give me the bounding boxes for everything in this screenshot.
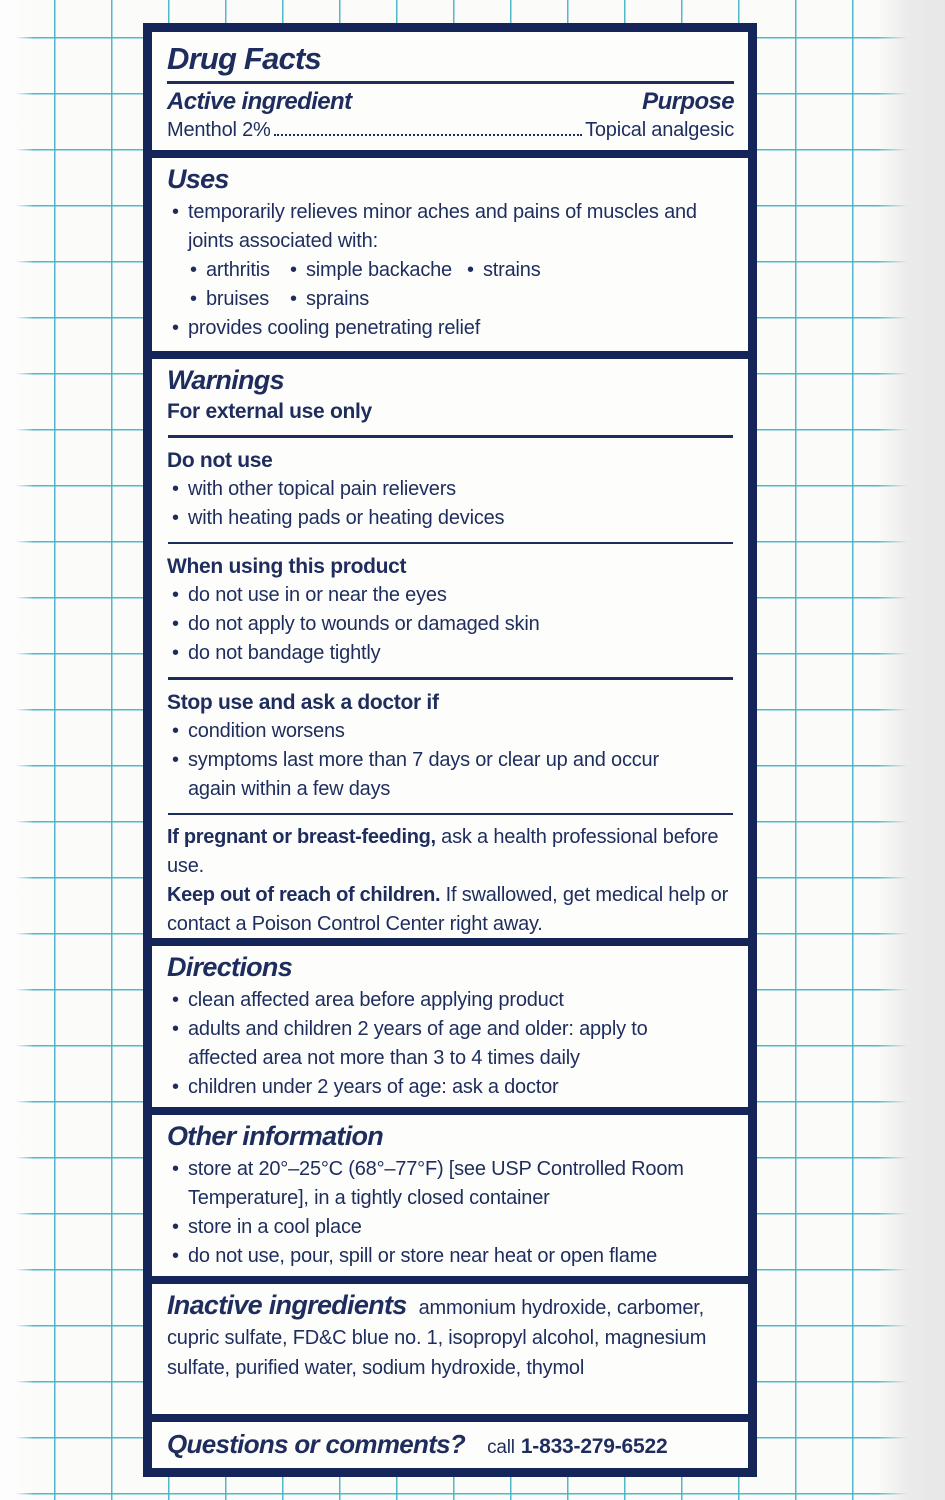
- ingredient-row: [167, 117, 734, 144]
- section-directions: [152, 946, 748, 1107]
- section-warnings: [152, 359, 748, 938]
- list-item: • symptoms last more than 7 days or clear up and occur again within a few days: [167, 746, 734, 804]
- photo-edge-fade-left: [0, 0, 34, 1500]
- active-ingredient-row: [167, 86, 734, 117]
- purpose-value: Topical analgesic: [585, 118, 734, 141]
- uses-heading: Uses: [167, 164, 229, 194]
- section-separator: [152, 351, 748, 359]
- section-separator: [152, 150, 748, 158]
- divider: [167, 81, 734, 84]
- phone-number: 1-833-279-6522: [520, 1435, 668, 1458]
- list-item: • provides cooling penetrating relief: [167, 314, 734, 343]
- list-item: • do not bandage tightly: [167, 639, 734, 668]
- questions-row: [167, 1427, 734, 1461]
- warnings-heading: Warnings: [167, 365, 284, 395]
- list-item: • temporarily relieves minor aches and pains of muscles and joints associated with:: [167, 198, 734, 256]
- list-item: • children under 2 years of age: ask a doctor: [167, 1073, 734, 1102]
- list-item: • clean affected area before applying product: [167, 986, 734, 1015]
- inactive-ingredients-paragraph: [167, 1290, 734, 1383]
- list-item: • arthritis: [185, 256, 285, 285]
- directions-heading: Directions: [167, 952, 293, 982]
- ingredient-name: Menthol 2%: [167, 118, 271, 141]
- list-item: • strains: [462, 256, 734, 285]
- list-item: • do not use in or near the eyes: [167, 581, 734, 610]
- uses-sub-list: [185, 256, 734, 314]
- call-label: call: [487, 1437, 515, 1458]
- list-item: • sprains: [285, 285, 462, 314]
- section-separator: [152, 1276, 748, 1284]
- section-header: [152, 32, 748, 150]
- divider: [168, 677, 733, 680]
- external-use-note: For external use only: [167, 400, 372, 423]
- list-item: • simple backache: [285, 256, 462, 285]
- drug-facts-label: [143, 23, 757, 1477]
- when-using-heading: When using this product: [167, 555, 407, 578]
- list-item: • bruises: [185, 285, 285, 314]
- list-item: • with heating pads or heating devices: [167, 504, 734, 533]
- section-separator: [152, 1414, 748, 1422]
- children-warning: Keep out of reach of children. If swallowed, get medical help or contact a Poison Control Center right away.: [167, 884, 729, 935]
- divider: [168, 542, 733, 545]
- list-item: • adults and children 2 years of age and older: apply to affected area not more than 3 to 4 times daily: [167, 1015, 734, 1073]
- section-separator: [152, 1107, 748, 1115]
- section-inactive-ingredients: [152, 1284, 748, 1414]
- section-other-information: [152, 1115, 748, 1276]
- active-ingredient-heading: Active ingredient: [167, 87, 352, 115]
- list-item: • store at 20°–25°C (68°–77°F) [see USP Controlled Room Temperature], in a tightly closed container: [167, 1155, 734, 1213]
- pregnancy-warning: If pregnant or breast-feeding, ask a health professional before use.: [167, 826, 719, 877]
- divider: [168, 435, 733, 438]
- stop-use-heading: Stop use and ask a doctor if: [167, 690, 439, 714]
- questions-heading: Questions or comments?: [167, 1429, 466, 1459]
- do-not-use-heading: Do not use: [167, 448, 273, 472]
- section-separator: [152, 938, 748, 946]
- inactive-ingredients-list: ammonium hydroxide, carbomer, cupric sulfate, FD&C blue no. 1, isopropyl alcohol, magnesium sulfate, purified water, sodium hydroxide, thymol: [167, 1297, 707, 1379]
- list-item: • do not apply to wounds or damaged skin: [167, 610, 734, 639]
- photo-edge-fade-right: [877, 0, 945, 1500]
- list-item: • with other topical pain relievers: [167, 475, 734, 504]
- divider: [168, 813, 733, 816]
- list-item: • do not use, pour, spill or store near heat or open flame: [167, 1242, 734, 1271]
- list-item: • store in a cool place: [167, 1213, 734, 1242]
- list-item: • condition worsens: [167, 717, 734, 746]
- section-questions: [152, 1422, 748, 1468]
- inactive-ingredients-heading: Inactive ingredients: [167, 1290, 407, 1320]
- drug-facts-title: Drug Facts: [167, 41, 321, 76]
- other-information-heading: Other information: [167, 1121, 384, 1151]
- dotted-leader: [274, 134, 582, 136]
- purpose-heading: Purpose: [642, 87, 734, 115]
- section-uses: [152, 158, 748, 351]
